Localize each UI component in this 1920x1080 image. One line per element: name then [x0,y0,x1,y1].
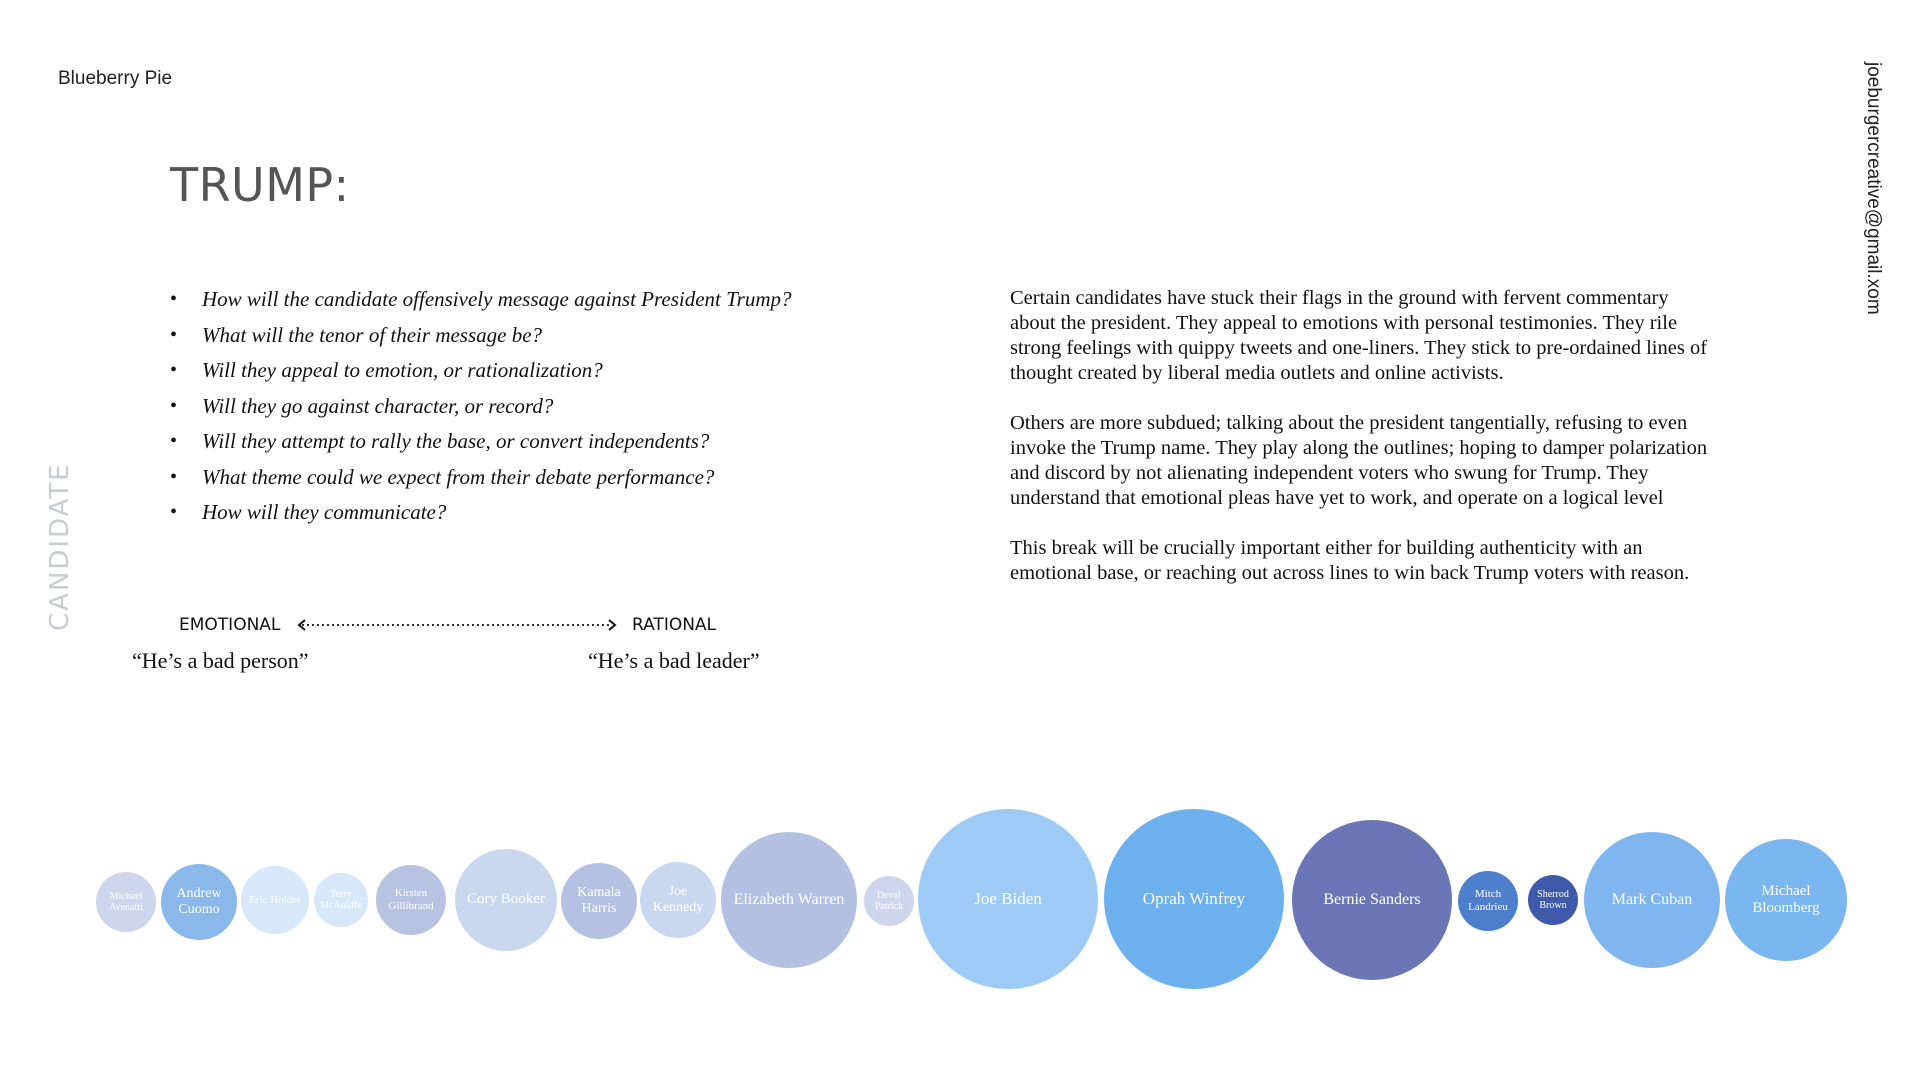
candidate-bubble: Cory Booker [455,849,557,951]
candidate-bubble: Michael Bloomberg [1725,839,1847,961]
question-item: • How will the candidate offensively message against President Trump? [170,282,830,318]
candidate-bubble: Kamala Harris [561,863,637,939]
candidate-bubble: Joe Biden [918,809,1098,989]
double-arrow-icon [296,617,618,633]
candidate-bubble: Kirsten Gillibrand [376,865,446,935]
rational-quote: “He’s a bad leader” [588,648,760,673]
contact-email: joeburgercreative@gmail.xom [1863,62,1884,315]
page-title: TRUMP: [170,158,350,212]
candidate-bubble: Oprah Winfrey [1104,809,1284,989]
commentary-paragraph: This break will be crucially important either for building authenticity with an emotional base, or reaching out across lines to win back Trump voters with reason. [1010,537,1690,584]
candidate-bubble: Joe Kennedy [640,862,716,938]
candidate-bubble: Terry McAuliffe [314,873,368,927]
question-item: • What theme could we expect from their debate performance? [170,460,830,496]
scale-rational-label: RATIONAL [632,615,717,635]
candidate-bubble: Mitch Landrieu [1458,871,1518,931]
candidate-bubble: Sherrod Brown [1528,875,1578,925]
section-side-label: CANDIDATE [45,462,75,632]
question-item: • Will they go against character, or record? [170,389,830,425]
candidate-bubble: Elizabeth Warren [721,832,857,968]
question-list [170,282,830,531]
scale-emotional-label: EMOTIONAL [179,615,281,635]
candidate-bubble: Deval Patrick [864,876,914,926]
candidate-bubble: Mark Cuban [1584,832,1720,968]
candidate-bubble: Bernie Sanders [1292,820,1452,980]
question-item: • How will they communicate? [170,495,830,531]
question-item: • Will they attempt to rally the base, or convert independents? [170,424,830,460]
commentary-text [1010,286,1710,611]
question-item: • What will the tenor of their message be? [170,318,830,354]
candidate-bubble: Andrew Cuomo [161,864,237,940]
candidate-bubble: Eric Holder [241,866,309,934]
commentary-paragraph: Certain candidates have stuck their flags in the ground with fervent commentary about the president. They appeal to emotions with personal testimonies. They rile strong feelings with quippy tweets and one-liners. They stick to pre-ordained lines of thought created by liberal media outlets and online activists. [1010,287,1708,384]
question-item: • Will they appeal to emotion, or rationalization? [170,353,830,389]
commentary-paragraph: Others are more subdued; talking about the president tangentially, refusing to even invoke the Trump name. They play along the outlines; hoping to damper polarization and discord by not alienating independent voters who swung for Trump. They understand that emotional pleas have yet to work, and operate on a logical level [1010,412,1708,509]
brand-name: Blueberry Pie [58,68,173,89]
candidate-bubble: Michael Avenatti [96,872,156,932]
emotional-quote: “He’s a bad person” [132,648,309,673]
